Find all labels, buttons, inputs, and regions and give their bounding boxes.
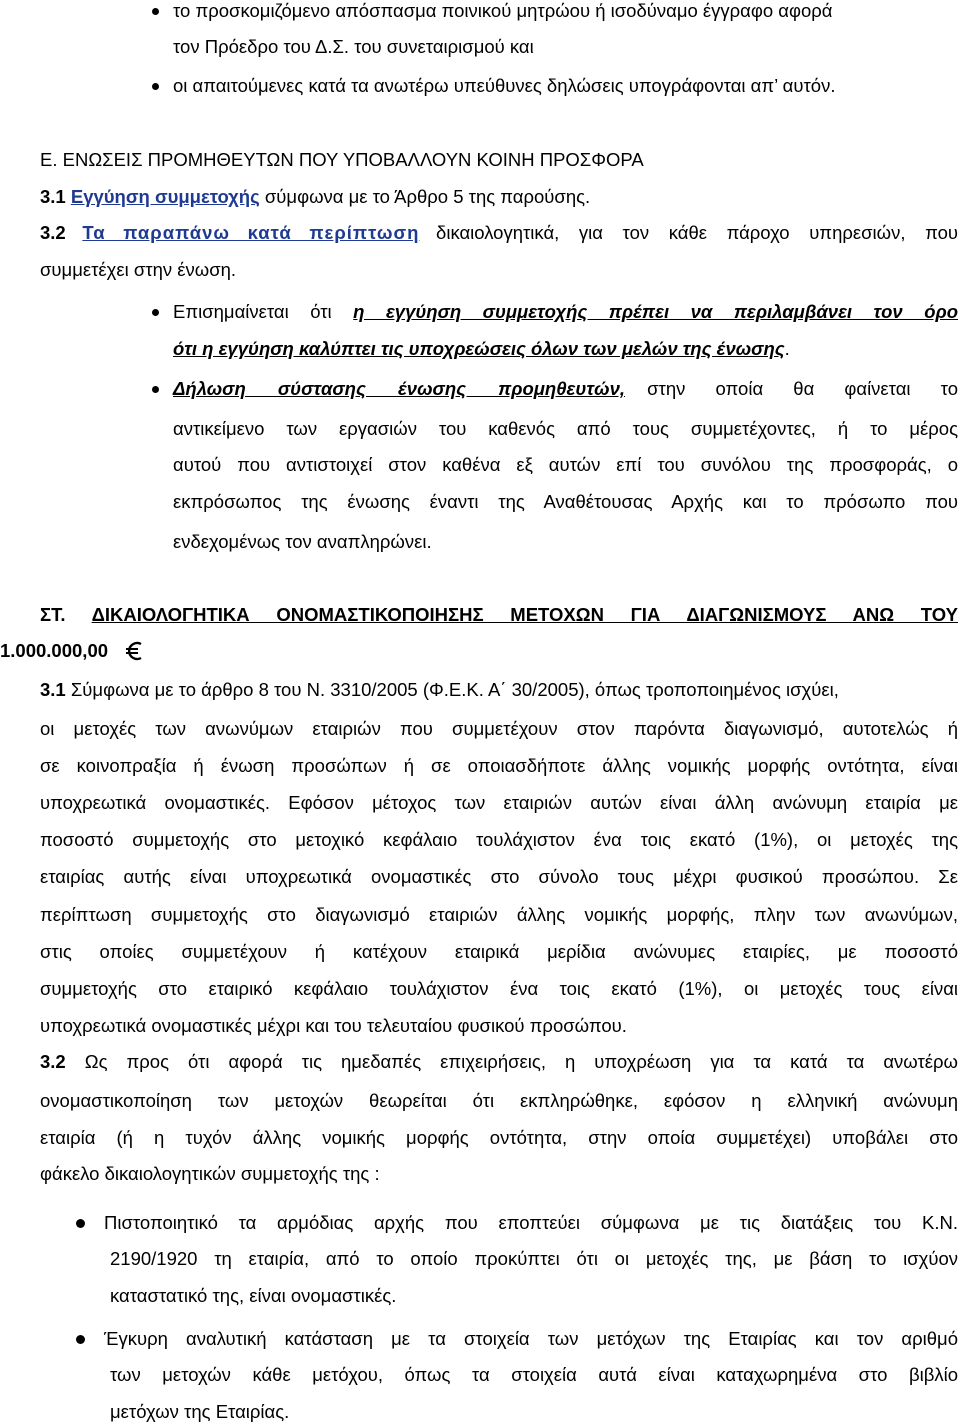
section-e-bullet-2-line-5: ενδεχομένως τον αναπληρώνει. bbox=[173, 531, 432, 552]
paragraph-line: ποσοστό συμμετοχής στο μετοχικό κεφάλαιο τουλάχιστον ένα τοις εκατό (1%), οι μετοχές της bbox=[40, 829, 958, 851]
paragraph-line: περίπτωση συμμετοχής στο διαγωνισμό εταιριών άλλης νομικής μορφής, πλην των ανωνύμων, bbox=[40, 903, 958, 925]
section-st-3-1-last: υποχρεωτικά ονομαστικές μέχρι και του τελευταίου φυσικού προσώπου. bbox=[40, 1015, 627, 1036]
section-e-3-2 bbox=[40, 222, 958, 244]
section-st-bullet-2-line-3: μετόχων της Εταιρίας. bbox=[110, 1401, 290, 1422]
bullet-icon bbox=[152, 386, 159, 393]
section-number: 3.1 bbox=[40, 186, 66, 207]
section-e-bullet-1: Επισημαίνεται ότι η εγγύηση συμμετοχής πρέπει να περιλαμβάνει τον όρο bbox=[173, 301, 958, 322]
declaration-emphasis: Δήλωση σύστασης ένωσης προμηθευτών, bbox=[173, 378, 626, 399]
guarantee-link: Εγγύηση συμμετοχής bbox=[70, 186, 260, 207]
section-st-3-2-last: φάκελο δικαιολογητικών συμμετοχής της : bbox=[40, 1163, 380, 1184]
section-e-bullet-1-line-2: ότι η εγγύηση καλύπτει τις υποχρεώσεις όλων των μελών της ένωσης. bbox=[173, 338, 790, 359]
section-e-3-1 bbox=[40, 186, 590, 208]
section-e-bullet-2-line-4: εκπρόσωπος της ένωσης έναντι της Αναθέτουσας Αρχής και το πρόσωπο που bbox=[173, 491, 958, 512]
paragraph-line: συμμετοχής στο εταιρικό κεφάλαιο τουλάχιστον ένα τοις εκατό (1%), οι μετοχές τους είναι bbox=[40, 977, 958, 999]
top-item-1-line-2: τον Πρόεδρο του Δ.Σ. του συνεταιρισμού και bbox=[173, 36, 534, 57]
section-st-3-2-line-1: 3.2 Ως προς ότι αφορά τις ημεδαπές επιχειρήσεις, η υποχρέωση για τα κατά τα ανωτέρω bbox=[40, 1051, 959, 1072]
bullet-icon bbox=[152, 83, 159, 90]
section-st-heading: ΣΤ. ΔΙΚΑΙΟΛΟΓΗΤΙΚΑ ΟΝΟΜΑΣΤΙΚΟΠΟΙΗΣΗΣ ΜΕΤΟΧΩΝ ΓΙΑ ΔΙΑΓΩΝΙΣΜΟΥΣ ΑΝΩ ΤΟΥ bbox=[40, 604, 958, 625]
section-st-bullet-1-line-1: Πιστοποιητικό τα αρμόδιας αρχής που εποπτεύει σύμφωνα με τις διατάξεις του Κ.Ν. bbox=[104, 1212, 958, 1233]
section-st-heading-amount: 1.000.000,00 bbox=[0, 640, 109, 661]
section-st-bullet-1-line-2: 2190/1920 τη εταιρία, από το οποίο προκύπτει ότι οι μετοχές της, με βάση το ισχύον bbox=[110, 1248, 958, 1269]
paragraph-line: οι μετοχές των ανωνύμων εταιριών που συμμετέχουν στον παρόντα διαγωνισμό, αυτοτελώς ή bbox=[40, 718, 958, 739]
top-item-2: οι απαιτούμενες κατά τα ανωτέρω υπεύθυνες δηλώσεις υπογράφονται απ’ αυτόν. bbox=[173, 75, 836, 96]
paragraph-line: εταιρία (ή η τυχόν άλλης νομικής μορφής οντότητα, στην οποία συμμετέχει) υποβάλει στο bbox=[40, 1126, 958, 1148]
section-st-3-1-line-1: 3.1 Σύμφωνα με το άρθρο 8 του Ν. 3310/2005 (Φ.Ε.Κ. Α΄ 30/2005), όπως τροποποιημένος ισχύει, bbox=[40, 679, 839, 700]
section-st-bullet-1-line-3: καταστατικό της, είναι ονομαστικές. bbox=[110, 1285, 397, 1306]
bullet-icon bbox=[76, 1219, 85, 1228]
section-st-bullet-2-line-1: Έγκυρη αναλυτική κατάσταση με τα στοιχεία των μετόχων της Εταιρίας και τον αριθμό bbox=[104, 1328, 958, 1349]
paragraph-line: σε κοινοπραξία ή ένωση προσώπων ή σε οποιασδήποτε άλλης νομικής μορφής οντότητα, είναι bbox=[40, 755, 958, 777]
documents-link: Τα παραπάνω κατά περίπτωση bbox=[82, 222, 420, 243]
section-number: 3.2 bbox=[40, 222, 66, 243]
section-text: σύμφωνα με το Άρθρο 5 της παρούσης. bbox=[264, 186, 591, 207]
bullet-icon bbox=[152, 309, 159, 316]
paragraph-line: εταιρίας αυτής είναι υποχρεωτικά ονομαστικές στο σύνολο τους μέχρι φυσικού προσώπου. Σε bbox=[40, 866, 958, 888]
section-text: δικαιολογητικά, για τον κάθε πάροχο υπηρεσιών, που bbox=[436, 222, 959, 243]
section-st-bullet-2-line-2: των μετοχών κάθε μετόχου, όπως τα στοιχεία αυτά είναι καταχωρημένα στο βιβλίο bbox=[110, 1364, 958, 1385]
paragraph-line: ονομαστικοποίηση των μετοχών θεωρείται ότι εκπληρώθηκε, εφόσον η ελληνική ανώνυμη bbox=[40, 1090, 958, 1111]
paragraph-line: υποχρεωτικά ονομαστικές. Εφόσον μέτοχος των εταιριών αυτών είναι άλλη ανώνυμη εταιρία με bbox=[40, 792, 958, 814]
guarantee-emphasis: η εγγύηση συμμετοχής πρέπει να περιλαμβάνει τον όρο bbox=[353, 301, 958, 322]
section-e-heading: Ε. ΕΝΩΣΕΙΣ ΠΡΟΜΗΘΕΥΤΩΝ ΠΟΥ ΥΠΟΒΑΛΛΟΥΝ ΚΟΙΝΗ ΠΡΟΣΦΟΡΑ bbox=[40, 149, 644, 170]
section-e-bullet-2-line-2: αντικείμενο των εργασιών του καθενός από τους συμμετέχοντες, ή το μέρος bbox=[173, 418, 958, 439]
euro-icon bbox=[124, 640, 146, 662]
section-e-3-2-line-2: συμμετέχει στην ένωση. bbox=[40, 259, 237, 280]
bullet-icon bbox=[76, 1335, 85, 1344]
section-e-bullet-2-line-3: αυτού που αντιστοιχεί στον καθένα εξ αυτών επί του συνόλου της προσφοράς, ο bbox=[173, 454, 958, 475]
bullet-icon bbox=[152, 8, 159, 15]
top-item-1-line-1: το προσκομιζόμενο απόσπασμα ποινικού μητρώου ή ισοδύναμο έγγραφο αφορά bbox=[173, 0, 833, 21]
paragraph-line: στις οποίες συμμετέχουν ή κατέχουν εταιρικά μερίδια ανώνυμες εταιρίες, με ποσοστό bbox=[40, 940, 958, 962]
section-e-bullet-2: Δήλωση σύστασης ένωσης προμηθευτών, στην οποία θα φαίνεται το bbox=[173, 378, 958, 399]
